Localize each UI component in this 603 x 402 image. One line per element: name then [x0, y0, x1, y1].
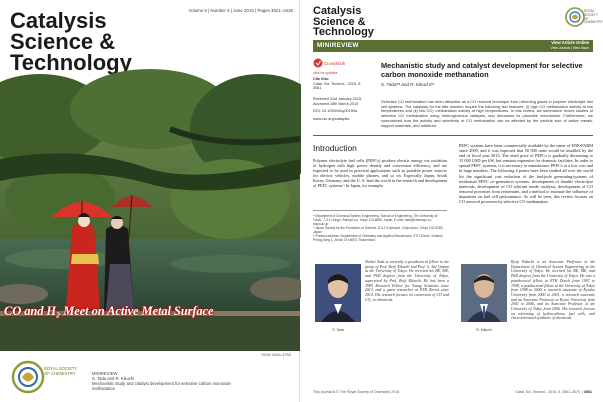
- section-label: MINIREVIEW: [317, 42, 359, 49]
- citation: Cite this: Catal. Sci. Technol., 2015, 5, 3061: [313, 77, 362, 91]
- article-abstract: Selective CO methanation has been attractive as a CO removal technique from reforming gases in polymer electrolyte fuel cell systems. The catalysts for the title reaction require the following two features: (i) high CO methanation activity at low temperatures and (ii) low CO₂ methanation activity at high temperatures. In this review, we summarize recent studies of selective CO methanation using heterogeneous catalysts, and discussed its plausible mechanism. Furthermore, we summarized how the activity and selectivity of CO methanation can be affected by the particle size of active metals, support materials, and additives.: [381, 99, 593, 128]
- journal-cover: [0, 0, 300, 402]
- cover-caption: CO and H₂ Meet on Active Metal Surface: [4, 304, 214, 318]
- tada-photo: [315, 264, 361, 322]
- journal-web-link[interactable]: www.rsc.org/catalysis: [313, 116, 350, 121]
- page-footer: Catal. Sci. Technol., 2015, 5, 3061–3070 | 3061: [515, 390, 592, 394]
- article-page: [301, 0, 603, 402]
- section-banner: [313, 40, 593, 52]
- page-rsc-name: ROYAL SOCIETY OF CHEMISTRY: [584, 9, 603, 25]
- crossmark-sub[interactable]: click for updates: [313, 71, 338, 75]
- tada-bio-text: Shohei Tada is currently a postdoctoral fellow in the group of Prof. Reiji Kikuchi and Prof. S. Ted Oyama at the University of Tokyo. He received his BE, ME, and PhD degrees from the University of Tokyo, supervised by Prof. Reiji Kikuchi. He has been a JSPS Research Fellow for Young Scientists since 2013, and a guest researcher at ETH Zürich since 2014. His research focuses on conversion of CO and CO₂ to chemicals.: [365, 260, 449, 302]
- rsc-seal-icon: [564, 6, 586, 28]
- cover-journal-title: Catalysis Science & Technology: [10, 8, 132, 75]
- intro-right-column: PEFC systems have been commercially available by the name of ENE•FARM since 2009, and it was expected that 50 000 units would be installed by the end of fiscal year 2013. The retail price of PEFCs is gradually decreasing to 15 000 USD per kW, but remains expensive for domestic facilities. In order to spread PEFC systems, it is necessary to manufacture PEFCs at a low cost and in large numbers. The following 4 points have been studied all over the world for the significant cost reduction of the fuel/pole generating/systems of residential PEFC co-generation systems: development of durable electrolyte materials, development of CO tolerant anode catalysts, development of CO removal processes from reformates, and a method to estimate the influence of impurities on fuel cell performance. As will be seen, this review focuses on CO removal processes by selective CO methanation.: [459, 143, 593, 205]
- kikuchi-photo: [461, 264, 507, 322]
- page-journal-title: Catalysis Science & Technology: [313, 5, 374, 38]
- affiliation-footnotes: ᵃ Department of Chemical System Engineering, School of Engineering, The University of Tokyo, 7-3-1 Hongo, Bunkyo-ku, Tokyo 113-8656, Japan. E-mail: tada@chemsys.t.u-tokyo.ac.jp ᵇ Japan Society for the Promotion of Science, 5-3-1 Kojimachi, Chiyoda-ku, Tokyo 102-0083, Japan † Present address: Department of Chemistry and Applied Biosciences, ETH Zürich, Vladimir-Prelog-Weg 1, Zürich CH-8093, Switzerland.: [313, 210, 447, 242]
- article-authors: S. Tada*ᵃ and R. Kikuchi*ᵇ: [381, 82, 435, 87]
- bio-tada: [313, 258, 449, 382]
- tada-name: S. Tada: [332, 328, 344, 332]
- rsc-logo: [8, 358, 48, 396]
- cover-minireview-note: MINIREVIEW S. Tada and R. Kikuchi Mechanistic study and catalyst development for selective carbon monoxide methanation: [92, 371, 231, 391]
- cover-issn: ISSN 2044-4753: [261, 352, 291, 357]
- view-article-online-link[interactable]: View Article Online View Journal | View Issue: [550, 40, 589, 50]
- doi[interactable]: DOI: 10.1039/c5cy00150a: [313, 109, 358, 114]
- bio-kikuchi: [459, 258, 595, 382]
- article-title: Mechanistic study and catalyst development for selective carbon monoxide methanation: [381, 61, 583, 79]
- kikuchi-bio-text: Ryuji Kikuchi is an Associate Professor in the Department of Chemical System Engineering at the University of Tokyo. He received his BE, ME, and PhD degrees from the University of Tokyo. He was a postdoctoral fellow at ETH Zürich from 1997 to 1998, a postdoctoral fellow at the University of Tokyo from 1998 to 2000, a research associate at Kyushu University from 2000 to 2001, a research associate and an Associate Professor at Kyoto University from 2001 to 2006, and an Associate Professor at the University of Tokyo from 2006. His research focuses on reforming of hydrocarbons, fuel cells, and electrochemical synthesis of chemicals.: [511, 260, 595, 321]
- page-number: 3061: [584, 390, 592, 394]
- cover-publisher: ROYAL SOCIETY OF CHEMISTRY: [44, 366, 78, 376]
- kikuchi-name: R. Kikuchi: [476, 328, 492, 332]
- introduction-heading: Introduction: [313, 143, 357, 153]
- intro-left-column: Polymer electrolyte fuel cells (PEFCs) produce electric energy via oxidation of hydrogen with high power density and conversion efficiency, and are expected to be used in practical applications such as portable power sources for electric vehicles, mobile phones, and so on. Especially Japan, South Korea, Germany, and the U. S. lead the world in the research and development of PEFC systems.¹ In Japan, for example,: [313, 158, 447, 189]
- copyright-footer: This journal is © The Royal Society of Chemistry 2015: [313, 390, 400, 394]
- crossmark-icon[interactable]: [313, 56, 346, 70]
- divider: [313, 135, 593, 136]
- crossmark-label: CrossMark: [324, 61, 346, 66]
- cover-issue-info: Volume 5 | Number 6 | June 2015 | Pages 3021–3426: [188, 8, 293, 13]
- article-dates: Received 31st January 2015, Accepted 18th March 2015 DOI: 10.1039/c5cy00150a www.rsc.org/catalysis: [313, 97, 367, 121]
